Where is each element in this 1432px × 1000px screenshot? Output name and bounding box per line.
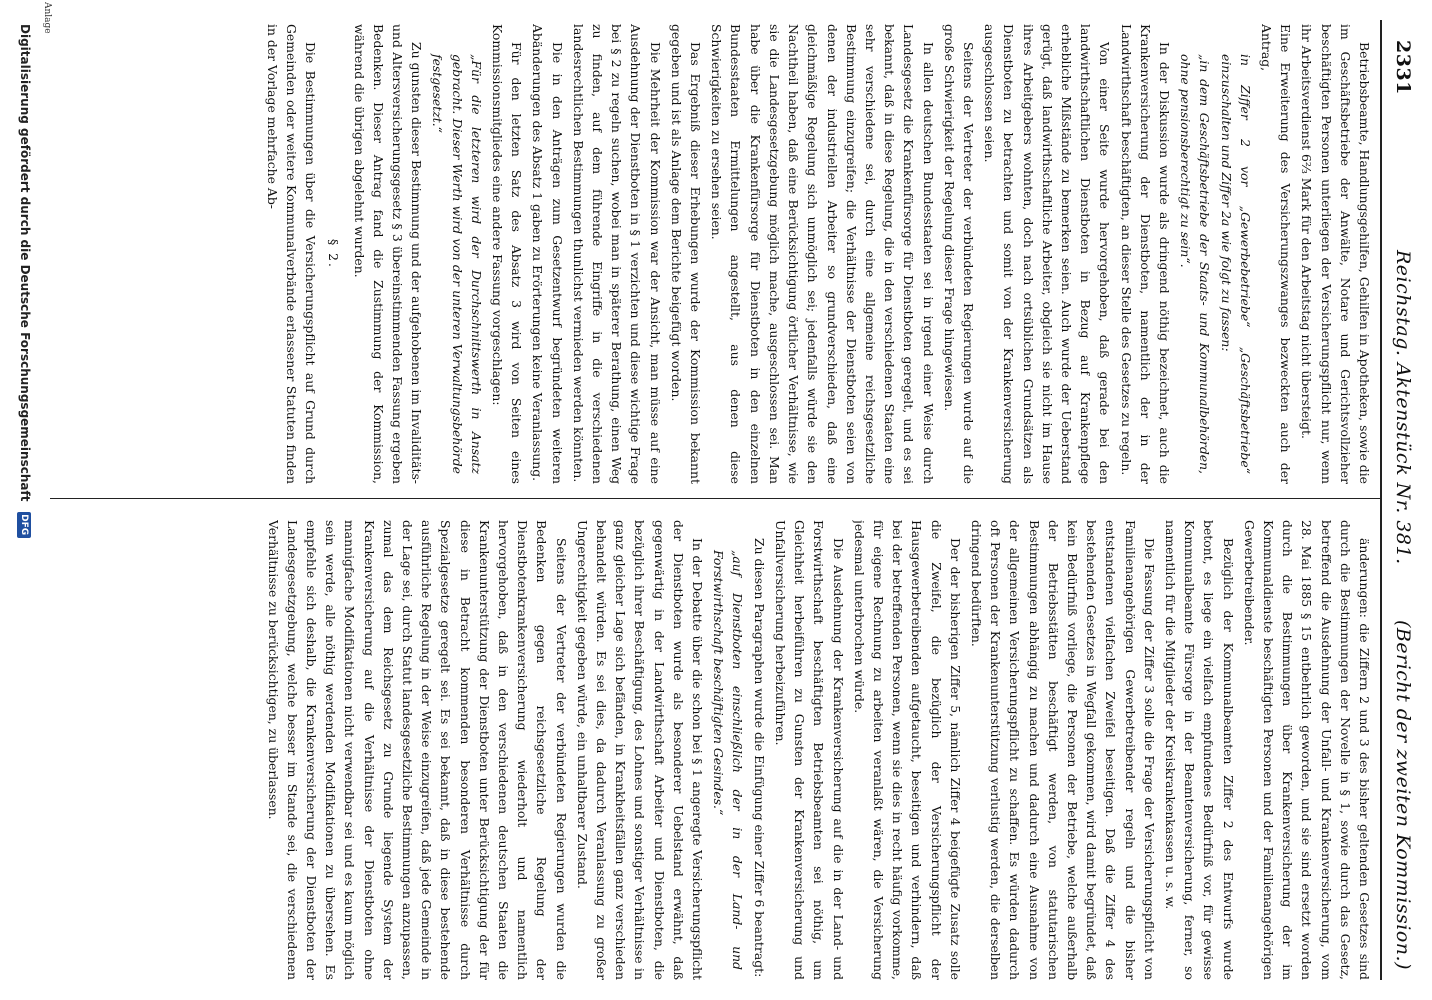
paragraph: Die Bestimmungen über die Versicherungspflicht auf Grund durch Gemeinden oder weitere Kommunalverbände erlassener Statuten finden in der Vorlage mehrfache Ab- [264, 24, 319, 484]
paragraph: § 2. [326, 239, 342, 269]
page-header [1384, 40, 1418, 970]
paragraph: änderungen: die Ziffern 2 und 3 des bisher geltenden Gesetzes sind durch die Bestimmungen der Novelle in § 1, sowie durch das Gesetz, betreffend die Ausdehnung der Unfall- und Krankenversicherung, vom 28. Mai 1885 § 15 entbehrlich geworden, und sie sind ersetzt worden durch die Bestimmungen über Krankenversicherung der im Kommunaldienste beschäftigten Personen und der Familienangehörigen Gewerbetreibender. [1241, 520, 1372, 980]
report-title: (Bericht der zweiten Kommission.) [1392, 619, 1414, 970]
header-rule [1380, 20, 1382, 980]
paragraph: Für den letzten Satz des Absatz 3 wird von Seiten eines Kommissionsmitgliedes eine andere Fassung vorgeschlagen: [490, 24, 525, 484]
paragraph: In der Diskussion wurde als dringend nöthig bezeichnet, auch die Krankenversicherung der Dienstboten, namentlich der in der Landwirthschaft beschäftigten, an dieser Stelle des Gesetzes zu regeln. [1118, 24, 1172, 484]
left-text-column [54, 24, 1374, 484]
paragraph: Eine Erweiterung des Versicherungszwanges bezweckten auch der Antrag, [1258, 24, 1294, 484]
paragraph: „Für die letzteren wird der Durchschnittswerth in Ansatz gebracht. Dieser Werth wird von der unteren Verwaltungsbehörde festgesetzt.“ [430, 54, 484, 474]
paragraph: Der der bisherigen Ziffer 5, nämlich Ziffer 4 beigefügte Zusatz solle die Zweifel, die bezüglich der Versicherungspflicht der Hausgewerbetreibenden aufgetaucht, beseitigen und verhindern, daß bei der betreffenden Personen, wenn sie dies in recht häufig vorkomme, für eigene Rechnung zu arbeiten veranlaßt wären, die Versicherung jedesmal unterbrochen würde. [851, 520, 963, 980]
paragraph: „in dem Geschäftsbetriebe der Staats- und Kommunalbehörden, ohne pensionsberechtigt zu sein“. [1178, 54, 1213, 474]
credit-text: Digitalisierung gefördert durch die Deutsche Forschungsgemeinschaft [18, 24, 32, 502]
paragraph: „auf Dienstboten einschließlich der in der Land- und Forstwirthschaft beschäftigten Gesindes.“ [711, 550, 746, 970]
paragraph: Betriebsbeamte, Handlungsgehilfen, Gehilfen in Apotheken, sowie die im Geschäftsbetriebe der Anwälte, Notare und Gerichtsvollzieher beschäftigten Personen unterliegen der Versicherungspflicht nur, wenn ihr Arbeitsverdienst 6⅔ Mark für den Arbeitstag nicht übersteigt. [1299, 24, 1372, 484]
right-text-column [54, 520, 1374, 980]
paragraph: Von einer Seite wurde hervorgehoben, daß gerade bei den landwirthschaftlichen Dienstboten in Bezug auf Krankenpflege erhebliche Mißstände zu bemerken seien. Auch wurde der Ueberstand gerügt, daß landwirthschaftliche Arbeiter, obgleich sie nicht im Hause ihres Arbeitgebers wohnten, doch nach ortsüblichen Grundsätzen als Dienstboten zu betrachten und somit von der Krankenversicherung ausgeschlossen seien. [982, 24, 1113, 484]
page-number: 2331 [1392, 40, 1414, 95]
paragraph: in Ziffer 2 vor „Gewerbebetriebe“ „Geschäftsbetriebe“ einzuschalten und Ziffer 2a wie folgt zu fassen: [1218, 54, 1253, 474]
margin-note: Anlage [42, 2, 52, 34]
digitization-credit [6, 24, 32, 984]
paragraph: Die Fassung der Ziffer 3 solle die Frage der Versicherungspflicht von Familienangehörigen Gewerbetreibender regeln und die bisher entstandenen vielfachen Zweifel beseitigen. Daß die Ziffer 4 des bestehenden Gesetzes in Wegfall gekommen, wird damit begründet, daß kein Bedürfniß vorliege, die Personen der Betriebe, welche außerhalb der Betriebsstätten beschäftigt werden, von statutarischen Bestimmungen abhängig zu machen und dadurch eine Ausnahme von der allgemeinen Versicherungspflicht zu schaffen. Es würden dadurch oft Personen der Krankenunterstützung verlustig werden, die derselben dringend bedürften. [968, 520, 1157, 980]
paragraph: Seitens der Vertreter der verbündeten Regierungen wurde auf die große Schwierigkeit der Regelung dieser Frage hingewiesen. [941, 24, 976, 484]
paragraph: Die in den Anträgen zum Gesetzentwurf begründeten weiteren Abänderungen des Absatz 1 gaben zu Erörterungen keine Veranlassung. [530, 24, 565, 484]
paragraph: Seitens der Vertreter der verbündeten Regierungen wurden die Bedenken gegen reichsgesetzliche Regelung der Dienstbotenkrankenversicherung wiederholt und namentlich hervorgehoben, daß in den verschiedenen deutschen Staaten die Krankenunterstützung der Dienstboten unter Berücksichtigung der für diese in Betracht kommenden besonderen Verhältnisse durch Spezialgesetze geregelt sei. Es sei bekannt, daß in diese bestehende ausführliche Regelung in der Weise einzugreifen, daß jede Gemeinde in der Lage sei, durch Statut landesgesetzliche Bestimmungen anzupassen, zumal das dem Reichsgesetz zu Grunde liegende System der Krankenversicherung auf die Verhältnisse der Dienstboten ohne mannigfache Modifikationen nicht verwendbar sei und es kaum möglich sein werde, alle nöthig werdenden Modifikationen zu übersehen. Es empfehle sich deshalb, die Krankenversicherung der Dienstboten der Landesgesetzgebung, welche besser im Stande sei, die verschiedenen Verhältnisse zu berücksichtigen, zu überlassen. [265, 520, 569, 980]
paragraph: In der Debatte über die schon bei § 1 angeregte Versicherungspflicht der Dienstboten wurde als besonderer Uebelstand erwähnt, daß gegenwärtig in der Landwirthschaft Arbeiter und Dienstboten, die bezüglich ihrer Beschäftigung, des Lohnes und sonstiger Verhältnisse in ganz gleicher Lage sich befänden, in Krankheitsfällen ganz verschieden behandelt würden. Es sei dies, da dadurch Veranlassung zu großer Ungerechtigkeit gegeben würde, ein unhaltbarer Zustand. [574, 520, 706, 980]
running-title: Reichstag. Aktenstück Nr. 381. [1392, 250, 1414, 565]
paragraph: Die Ausdehnung der Krankenversicherung auf die in der Land- und Forstwirthschaft beschäftigten Betriebsbeamten sei nöthig, um Gleichheit herbeiführen zu Gunsten der Krankenversicherung und Unfallversicherung herbeizuführen. [772, 520, 846, 980]
dfg-logo: DFG [18, 512, 32, 538]
paragraph: In allen deutschen Bundesstaaten sei in irgend einer Weise durch Landesgesetz die Krankenfürsorge für Dienstboten geregelt, und es sei bekannt, daß in diese Regelung, die in den verschiedenen Staaten eine sehr verschiedene sei, durch eine allgemeine reichsgesetzliche Bestimmung einzugreifen; die Verhältnisse der Dienstboten seien von denen der industriellen Arbeiter so grundverschieden, daß eine gleichmäßige Regelung sich unmöglich sei; jedenfalls würde sie den Nachtheil haben, daß eine Berücksichtigung örtlicher Verhältnisse, wie sie die Landesgesetzgebung möglich mache, ausgeschlossen sei. Man habe über die Krankenfürsorge für Dienstboten in den einzelnen Bundesstaaten Ermittelungen angestellt, aus denen diese Schwierigkeiten zu ersehen seien. [709, 24, 936, 484]
paragraph: Zu gunsten dieser Bestimmung und der aufgehobenen im Invaliditäts- und Altersversicherungsgesetz § 3 übereinstimmenden Fassung ergeben Bedenken. Dieser Antrag fand die Zustimmung der Kommission, während die übrigen abgelehnt wurden. [351, 24, 425, 484]
paragraph: Die Mehrheit der Kommission war der Ansicht, man müsse auf eine Ausdehnung der Dienstboten in § 1 verzichten und diese wichtige Frage bei § 2 zu regeln suchen, wobei man in späterer Berathung, einen Weg zu finden, auf dem führende Eingriffe in die verschiedenen landesrechtlichen Bestimmungen thunlichst vermieden werden könnten. [570, 24, 663, 484]
paragraph: Bezüglich der Kommunalbeamten Ziffer 2 des Entwurfs wurde betont, es liege ein vielfach empfundenes Bedürfniß vor, für gewisse Kommunalbeamte Fürsorge in der Beamtenversicherung, ferner, so namentlich für die Mitglieder der Kreiskrankenkassen u. s. w. [1162, 520, 1236, 980]
paragraph: Zu diesen Paragraphen wurde die Einfügung einer Ziffer 6 beantragt: [751, 538, 767, 978]
paragraph: Das Ergebniß dieser Erhebungen wurde der Kommission bekannt gegeben und ist als Anlage dem Berichte beigefügt worden. [668, 24, 704, 484]
column-divider [50, 498, 1380, 499]
